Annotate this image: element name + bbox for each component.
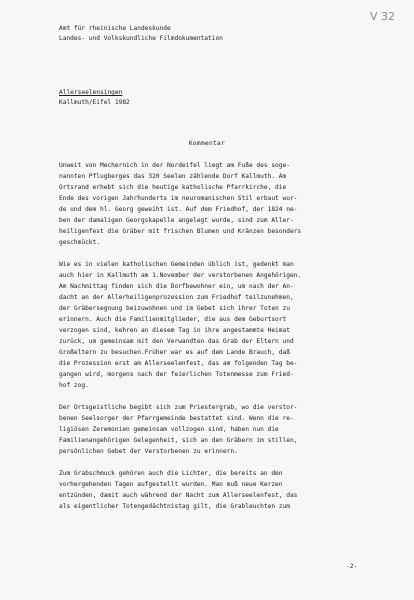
institution-header (59, 24, 223, 44)
text-line: dacht an der Allerheiligenprozession zum Friedhof teilzunehmen, (59, 294, 294, 301)
text-line: vorhergehenden Tagen aufgestellt wurden. Man muß neue Kerzen (59, 481, 283, 488)
text-line: persönlichen Gebet der Verstorbenen zu erinnern. (59, 448, 238, 455)
archive-mark: V 32 (370, 10, 396, 23)
text-line: Ende des vorigen Jahrhunderts im neuromanischen Stil erbaut wur- (59, 195, 298, 202)
document-title: Kommentar (188, 140, 226, 147)
text-line: die Prozession erst am Allerseelenfest, das am folgenden Tag be- (59, 360, 298, 367)
text-line: als eigentlicher Totengedächtnistag gilt, die Grableuchten zum (59, 503, 290, 510)
paragraph (59, 402, 399, 457)
paragraph (59, 468, 399, 512)
department-name: Landes- und Volkskundliche Filmdokumentation (59, 35, 223, 42)
film-subject (59, 88, 130, 108)
text-line: erinnern. Auch die Familienmitglieder, die aus dem Geburtsort (59, 316, 287, 323)
text-line: geschmückt. (59, 239, 100, 246)
text-line: benen Seelsorger der Pfarrgemeinde bestattet sind. Wenn die re- (59, 415, 294, 422)
paragraph (59, 160, 399, 248)
text-line: Großeltern zu besuchen.Früher war es auf dem Lande Brauch, daß (59, 349, 290, 356)
text-line: nannten Pflugberges das 320 Seelen zählende Dorf Kallmuth. Am (59, 173, 287, 180)
text-line: hof zog. (59, 382, 89, 389)
text-line: Unweit von Mechernich in der Nordeifel liegt am Fuße des soge- (59, 162, 290, 169)
text-line: Familienangehörigen Gelegenheit, sich an den Gräbern im stillen, (59, 437, 298, 444)
text-line: Ortsrand erhebt sich die heutige katholische Pfarrkirche, die (59, 184, 287, 191)
text-line: ben der damaligen Georgskapelle angelegt wurde, sind zum Aller- (59, 217, 294, 224)
text-line: verzogen sind, kehren an diesem Tag in ihre angestammte Heimat (59, 327, 290, 334)
text-line: gangen wird, morgens nach der feierlichen Totenmesse zum Fried- (59, 371, 294, 378)
commentary-body (59, 160, 399, 523)
text-line: heiligenfest die Gräber mit frischen Blumen und Kränzen besonders (59, 228, 302, 235)
text-line: Zum Grabschmuck gehören auch die Lichter, die bereits an den (59, 470, 283, 477)
film-title: Allerseelensingen (59, 89, 123, 96)
text-line: ligiösen Zeremonien gemeinsam vollzogen sind, haben nun die (59, 426, 279, 433)
text-line: zurück, um gemeinsam mit den Verwandten das Grab der Eltern und (59, 338, 294, 345)
text-line: entzünden, damit auch während der Nacht zum Allerseelenfest, das (59, 492, 298, 499)
page-number: -2- (346, 563, 358, 570)
text-line: der Gräbersegnung beizuwohnen und im Gebet sich ihrer Toten zu (59, 305, 290, 312)
text-line: Der Ortsgeistliche begibt sich zum Priestergrab, wo die verstor- (59, 404, 298, 411)
text-line: auch hier in Kallmuth am 1.November der verstorbenen Angehörigen. (59, 272, 302, 279)
text-line: Wie es in vielen katholischen Gemeinden üblich ist, gedenkt man (59, 261, 294, 268)
paragraph (59, 259, 399, 391)
place-year: Kallmuth/Eifel 1982 (59, 99, 130, 106)
text-line: Am Nachmittag finden sich die Dorfbewohner ein, um nach der An- (59, 283, 294, 290)
institution-name: Amt für rheinische Landeskunde (59, 25, 171, 32)
text-line: de und dem hl. Georg geweiht ist. Auf dem Friedhof, der 1824 ne- (59, 206, 298, 213)
